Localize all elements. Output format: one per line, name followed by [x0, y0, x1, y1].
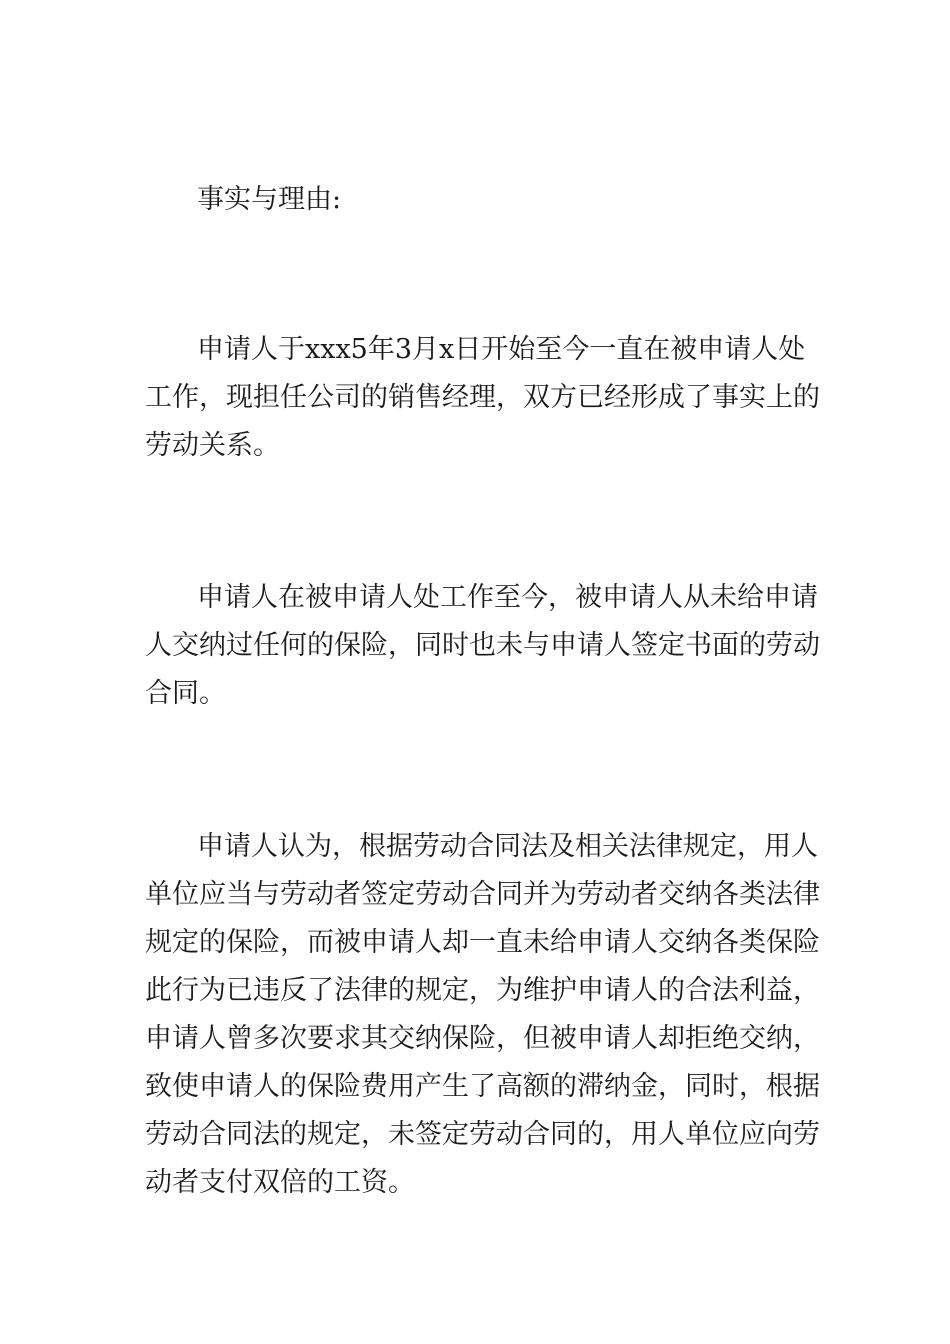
- paragraph-1-line-2: 工作，现担任公司的销售经理，双方已经形成了事实上的: [145, 382, 820, 413]
- paragraph-2-line-1: 申请人在被申请人处工作至今，被申请人从未给申请: [197, 582, 818, 613]
- paragraph-1-line-3: 劳动关系。: [145, 430, 280, 461]
- paragraph-3-line-6: 致使申请人的保险费用产生了高额的滞纳金，同时，根据: [145, 1071, 820, 1102]
- paragraph-3-line-2: 单位应当与劳动者签定劳动合同并为劳动者交纳各类法律: [145, 879, 820, 910]
- paragraph-3-line-5: 申请人曾多次要求其交纳保险，但被申请人却拒绝交纳，: [145, 1023, 820, 1054]
- paragraph-3-line-3: 规定的保险，而被申请人却一直未给申请人交纳各类保险: [145, 927, 820, 958]
- section-heading: 事实与理由:: [197, 184, 342, 215]
- paragraph-3-line-7: 劳动合同法的规定，未签定劳动合同的，用人单位应向劳: [145, 1119, 820, 1150]
- paragraph-3-line-8: 动者支付双倍的工资。: [145, 1167, 415, 1198]
- paragraph-1-line-1: 申请人于xxx5年3月x日开始至今一直在被申请人处: [197, 334, 806, 365]
- paragraph-2-line-3: 合同。: [145, 678, 226, 709]
- paragraph-3-line-1: 申请人认为，根据劳动合同法及相关法律规定，用人: [197, 831, 818, 862]
- paragraph-2-line-2: 人交纳过任何的保险，同时也未与申请人签定书面的劳动: [145, 630, 820, 661]
- paragraph-3-line-4: 此行为已违反了法律的规定，为维护申请人的合法利益，: [145, 975, 820, 1006]
